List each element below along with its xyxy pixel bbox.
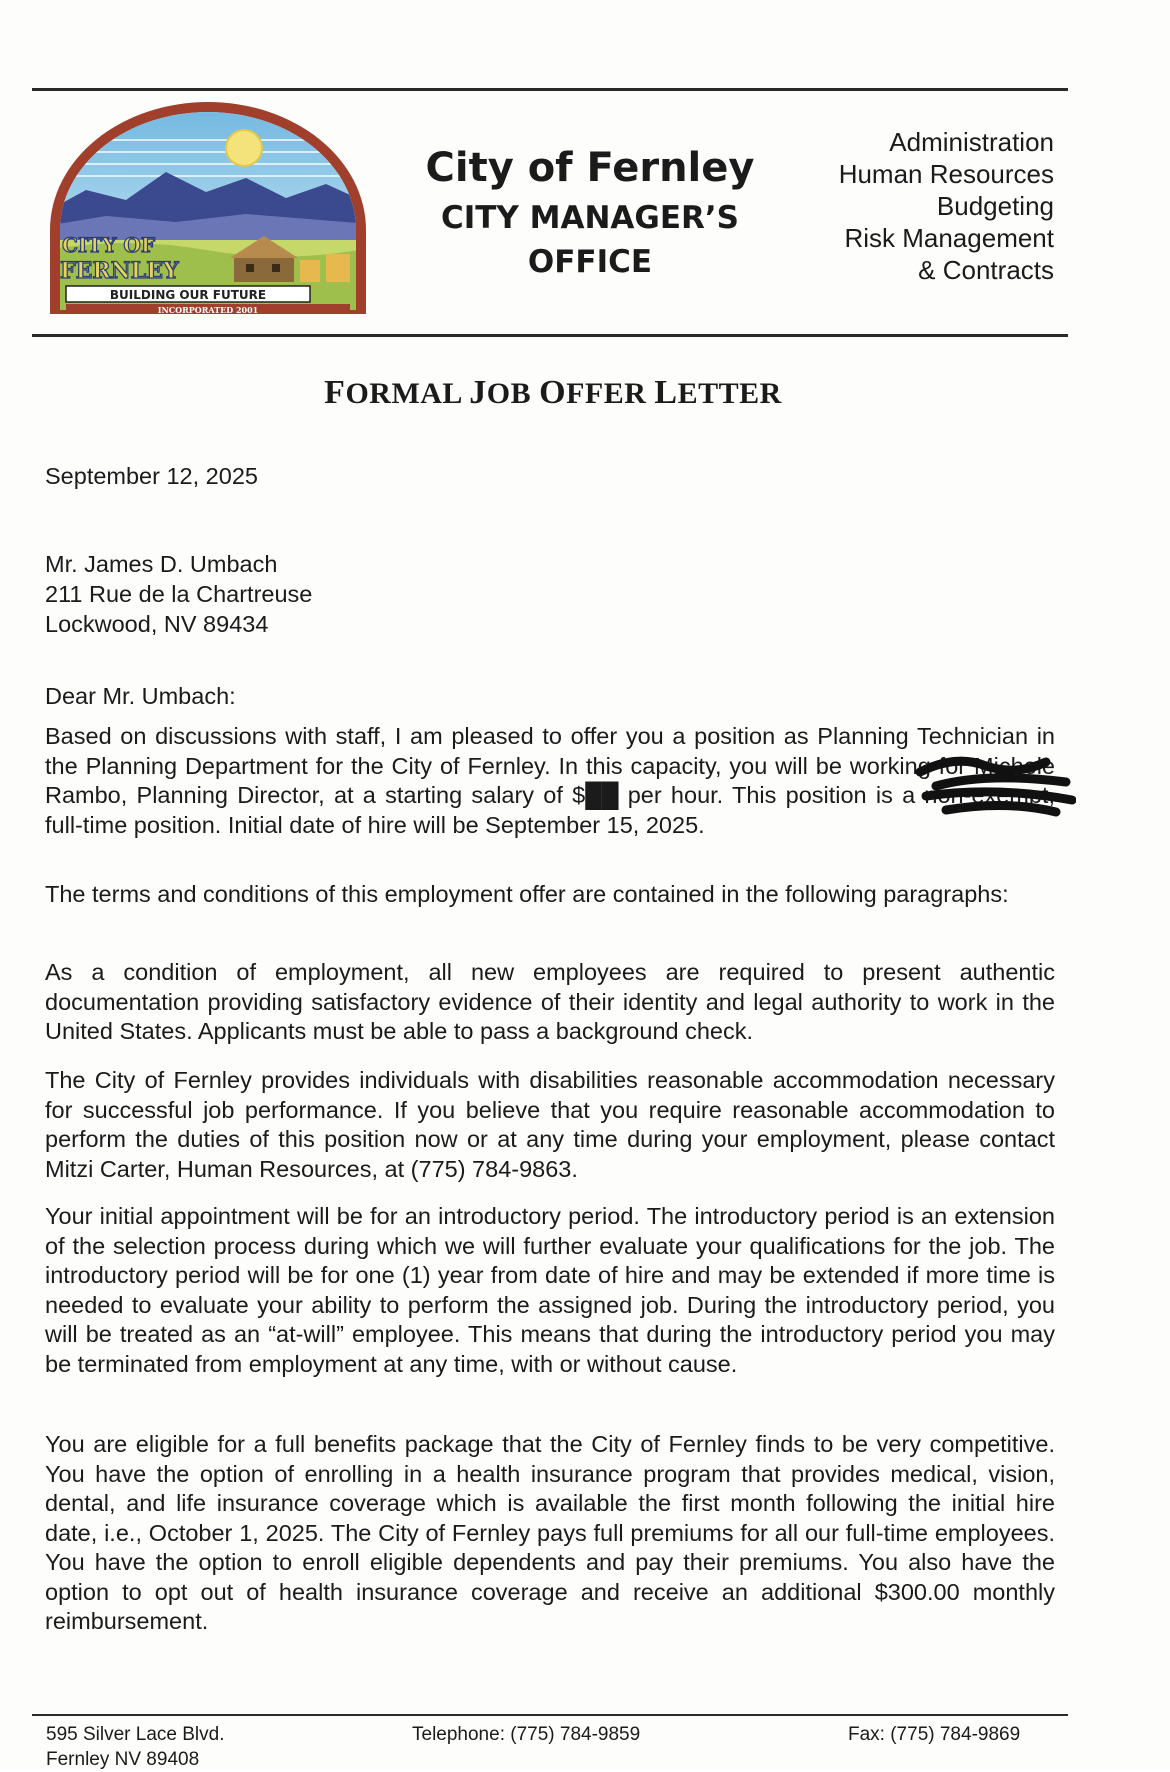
footer-rule <box>32 1714 1068 1716</box>
paragraph-documentation: As a condition of employment, all new employees are required to present authentic documentation providing satisfactory evidence of their identity and legal authority to work in the United States. Applicants must be able to pass a background check. <box>45 959 1055 1044</box>
paragraph-terms-intro: The terms and conditions of this employment offer are contained in the following paragraphs: <box>45 881 1009 907</box>
paragraph-introductory-period: Your initial appointment will be for an introductory period. The introductory period is an extension of the selection process during which we will further evaluate your qualifications for the job. The introductory period will be for one (1) year from date of hire and may be extended if more time is needed to evaluate your ability to perform the assigned job. During the introductory period, you will be treated as an “at-will” employee. This means that during the introductory period you may be terminated from employment at any time, with or without cause. <box>45 1203 1055 1377</box>
recipient-address <box>45 549 1055 639</box>
recipient-name: Mr. James D. Umbach <box>45 551 278 577</box>
logo-banner-text: BUILDING OUR FUTURE <box>109 288 267 302</box>
redaction-scribble <box>916 752 1076 820</box>
footer-address-line2: Fernley NV 89408 <box>46 1749 200 1770</box>
recipient-city: Lockwood, NV 89434 <box>45 611 269 637</box>
header-top-rule <box>32 88 1068 91</box>
footer-telephone: Telephone: (775) 784-9859 <box>412 1724 641 1745</box>
letter-date: September 12, 2025 <box>45 463 258 489</box>
paragraph-benefits: You are eligible for a full benefits package that the City of Fernley finds to be very competitive. You have the option of enrolling in a health insurance program that provides medical, vision, dental, and life insurance coverage which is available the first month following the initial hire date, i.e., October 1, 2025. The City of Fernley pays full premiums for all our full-time employees. You have the option to enroll eligible dependents and pay their premiums. You also have the option to opt out of health insurance coverage and receive an additional $300.00 monthly reimbursement. <box>45 1431 1055 1634</box>
office-name: CITY MANAGER’S OFFICE <box>440 200 740 280</box>
paragraph-accommodation: The City of Fernley provides individuals with disabilities reasonable accommodation necessary for successful job performance. If you believe that you require reasonable accommodation to perform the duties of this position now or at any time during your employment, please contact Mitzi Carter, Human Resources, at (775) 784-9863. <box>45 1067 1055 1182</box>
department-list <box>839 126 1054 286</box>
footer-address <box>46 1722 225 1772</box>
salutation: Dear Mr. Umbach: <box>45 683 236 709</box>
svg-text:FERNLEY: FERNLEY <box>60 258 179 284</box>
logo-incorporated-text: INCORPORATED 2001 <box>157 305 259 315</box>
city-name: City of Fernley <box>425 145 755 191</box>
paragraph-offer: Based on discussions with staff, I am pleased to offer you a position as Planning Technician in the Planning Department for the City of Fernley. In this capacity, you will be working for Michele Rambo, Planning Director, at a starting salary of $██ per hour. This position is a non-exempt, full-time position. Initial date of hire will be September 15, 2025. <box>45 723 1055 838</box>
department-item: Risk Management <box>844 223 1054 253</box>
city-seal-logo <box>46 100 370 320</box>
recipient-street: 211 Rue de la Chartreuse <box>45 581 313 607</box>
footer-address-line1: 595 Silver Lace Blvd. <box>46 1724 225 1745</box>
footer-fax: Fax: (775) 784-9869 <box>848 1724 1021 1745</box>
department-item: & Contracts <box>918 255 1054 285</box>
department-item: Budgeting <box>936 191 1054 221</box>
department-item: Administration <box>889 127 1054 157</box>
header-bottom-rule <box>32 334 1068 337</box>
letterhead-title <box>410 142 770 284</box>
department-item: Human Resources <box>838 159 1054 189</box>
svg-text:CITY OF: CITY OF <box>62 233 156 257</box>
document-title: FORMAL JOB OFFER LETTER <box>324 374 782 411</box>
